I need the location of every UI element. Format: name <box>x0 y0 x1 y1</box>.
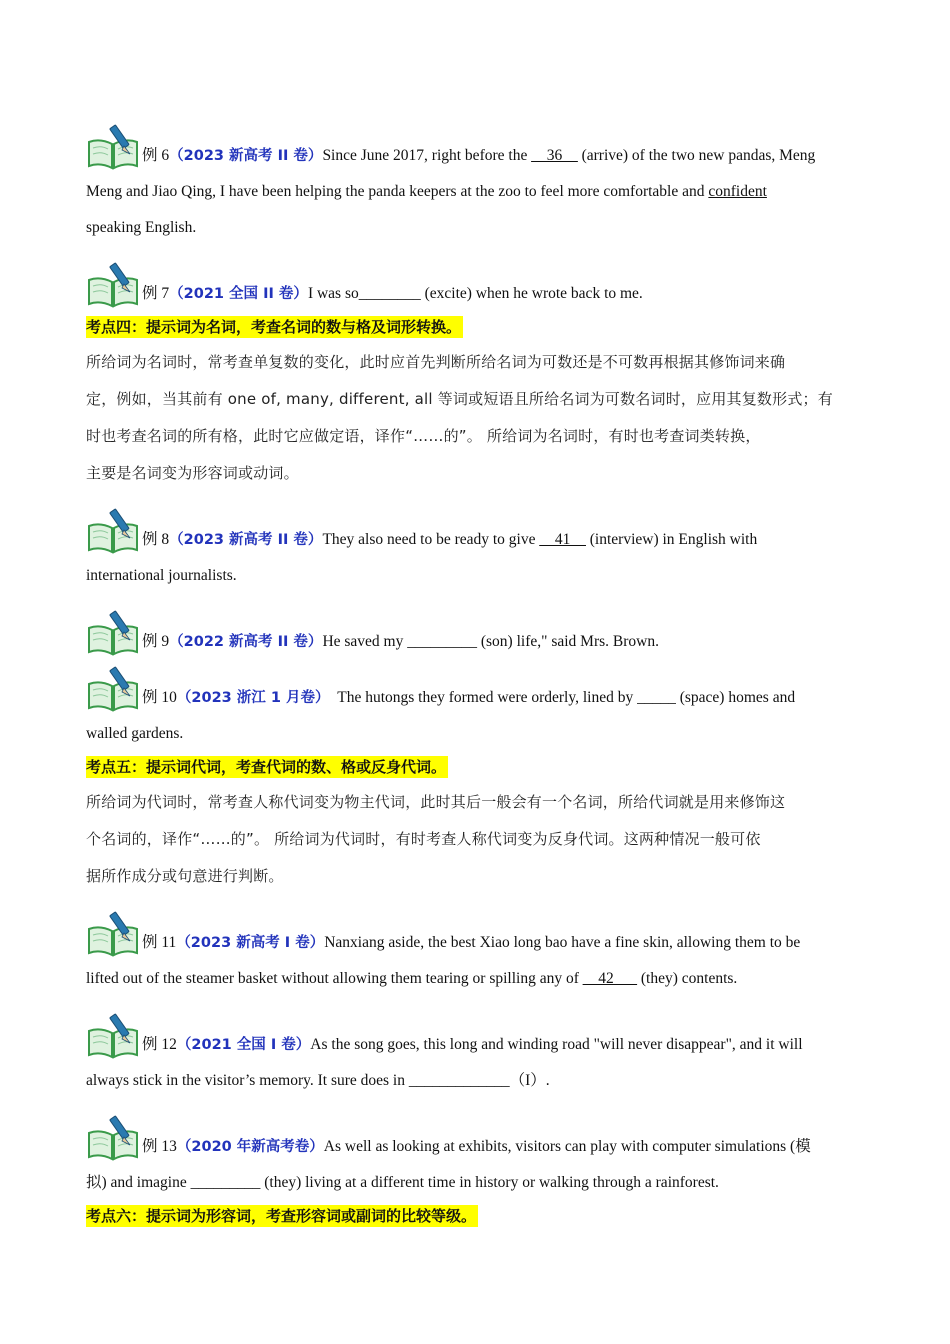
section-4-paragraph <box>86 344 861 492</box>
answer-blank: __36__ <box>531 147 578 164</box>
example-12 <box>86 1013 861 1099</box>
sentence-text: lifted out of the steamer basket without allowing them tearing or spilling any of <box>86 970 583 987</box>
paragraph-line: 个名词的，译作“……的”。 所给词为代词时，有时考查人称代词变为反身代词。这两种情况一般可依 <box>86 830 761 848</box>
exam-source: （2021 全国 I 卷） <box>176 1037 311 1053</box>
example-label: 例 7 <box>142 285 170 302</box>
sentence-text: As the song goes, this long and winding road "will never disappear", and it will <box>310 1036 803 1053</box>
exam-source: （2023 新高考 II 卷） <box>169 532 323 548</box>
book-pencil-icon <box>86 911 140 957</box>
example-13 <box>86 1115 861 1201</box>
sentence-text: international journalists. <box>86 567 237 584</box>
example-label: 例 10 <box>142 689 177 706</box>
book-pencil-icon <box>86 508 140 554</box>
sentence-text: He saved my _________ (son) life," said Mrs. Brown. <box>322 633 659 650</box>
example-label: 例 6 <box>142 147 170 164</box>
example-label: 例 12 <box>142 1036 177 1053</box>
sentence-text: Since June 2017, right before the <box>322 147 532 164</box>
book-pencil-icon <box>86 666 140 712</box>
sentence-text: Meng and Jiao Qing, I have been helping the panda keepers at the zoo to feel more comfortable and <box>86 183 709 200</box>
sentence-text: speaking English. <box>86 219 197 236</box>
paragraph-line: 主要是名词变为形容词或动词。 <box>86 464 299 482</box>
example-8 <box>86 508 861 594</box>
book-pencil-icon <box>86 124 140 170</box>
sentence-text: I was so________ (excite) when he wrote back to me. <box>307 285 643 302</box>
sentence-text: (they) contents. <box>637 970 738 987</box>
exam-source: （2022 新高考 II 卷） <box>169 634 323 650</box>
answer-blank: __42___ <box>582 970 637 987</box>
paragraph-line: 定，例如，当其前有 one of, many, different, all 等词或短语且所给名词为可数名词时，应用其复数形式；有 <box>86 390 833 408</box>
answer-blank: __41__ <box>539 531 586 548</box>
sentence-text: walled gardens. <box>86 725 184 742</box>
sentence-text: (arrive) of the two new pandas, Meng <box>577 147 816 164</box>
sentence-text: always stick in the visitor’s memory. It sure does in _____________（I）. <box>86 1072 550 1089</box>
example-7 <box>86 262 861 312</box>
exam-source: （2020 年新高考卷） <box>176 1139 324 1155</box>
exam-source: （2021 全国 II 卷） <box>169 286 308 302</box>
paragraph-line: 时也考查名词的所有格，此时它应做定语，译作“……的”。 所给词为名词时，有时也考查词类转换， <box>86 427 761 445</box>
example-label: 例 9 <box>142 633 170 650</box>
book-pencil-icon <box>86 1115 140 1161</box>
sentence-text: As well as looking at exhibits, visitors can play with computer simulations (模 <box>323 1138 811 1155</box>
underlined-word: confident <box>708 183 767 200</box>
exam-source: （2023 浙江 1 月卷） <box>176 690 330 706</box>
sentence-text: Nanxiang aside, the best Xiao long bao have a fine skin, allowing them to be <box>324 934 801 951</box>
paragraph-line: 据所作成分或句意进行判断。 <box>86 867 284 885</box>
example-9 <box>86 610 861 660</box>
book-pencil-icon <box>86 610 140 656</box>
example-11 <box>86 911 861 997</box>
book-pencil-icon <box>86 1013 140 1059</box>
section-heading-6: 考点六：提示词为形容词，考查形容词或副词的比较等级。 <box>86 1207 477 1225</box>
book-pencil-icon <box>86 262 140 308</box>
exam-source: （2023 新高考 I 卷） <box>176 935 325 951</box>
example-6 <box>86 124 861 246</box>
sentence-text: 拟) and imagine _________ (they) living at a different time in history or walking through a rainforest. <box>86 1174 719 1191</box>
example-label: 例 8 <box>142 531 170 548</box>
content <box>86 124 861 1233</box>
sentence-text: (interview) in English with <box>585 531 758 548</box>
sentence-text: They also need to be ready to give <box>322 531 540 548</box>
paragraph-line: 所给词为代词时，常考查人称代词变为物主代词，此时其后一般会有一个名词，所给代词就是用来修饰这 <box>86 793 786 811</box>
example-10 <box>86 666 861 752</box>
section-heading-5: 考点五：提示词代词，考查代词的数、格或反身代词。 <box>86 758 447 776</box>
section-heading-4: 考点四：提示词为名词，考查名词的数与格及词形转换。 <box>86 318 462 336</box>
section-5-paragraph <box>86 784 861 895</box>
sentence-text: The hutongs they formed were orderly, lined by _____ (space) homes and <box>329 689 796 706</box>
paragraph-line: 所给词为名词时，常考查单复数的变化，此时应首先判断所给名词为可数还是不可数再根据其修饰词来确 <box>86 353 786 371</box>
exam-source: （2023 新高考 II 卷） <box>169 148 323 164</box>
example-label: 例 11 <box>142 934 177 951</box>
example-label: 例 13 <box>142 1138 177 1155</box>
